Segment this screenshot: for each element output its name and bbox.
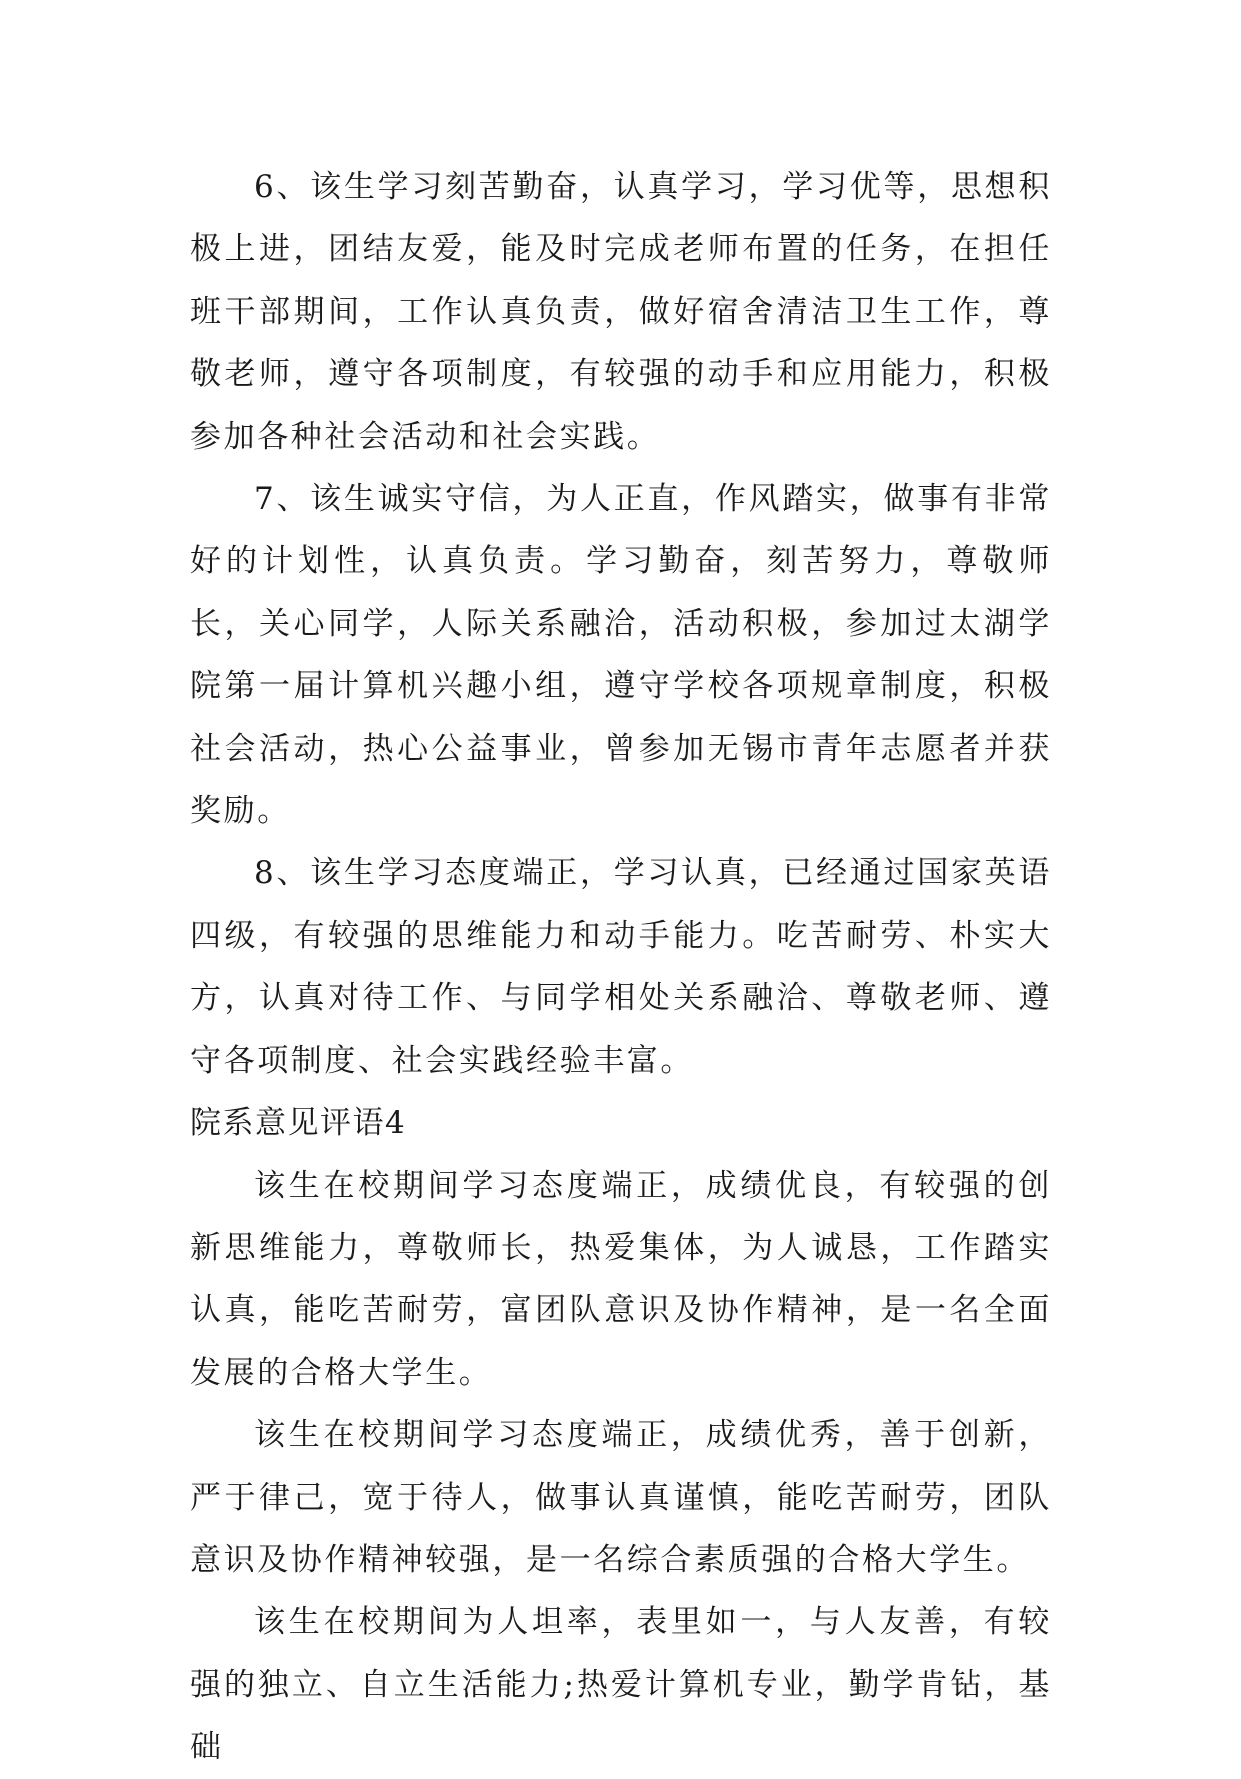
paragraph-6: 6、该生学习刻苦勤奋，认真学习，学习优等，思想积极上进，团结友爱，能及时完成老师布置的任务，在担任班干部期间，工作认真负责，做好宿舍清洁卫生工作，尊敬老师，遵守各项制度，有较强的动手和应用能力，积极参加各种社会活动和社会实践。 [190, 169, 1052, 455]
paragraph-8: 8、该生学习态度端正，学习认真，已经通过国家英语四级，有较强的思维能力和动手能力。吃苦耐劳、朴实大方，认真对待工作、与同学相处关系融洽、尊敬老师、遵守各项制度、社会实践经验丰富。 [190, 855, 1052, 1079]
comment-paragraph-1: 该生在校期间学习态度端正，成绩优良，有较强的创新思维能力，尊敬师长，热爱集体，为人诚恳，工作踏实认真，能吃苦耐劳，富团队意识及协作精神，是一名全面发展的合格大学生。 [190, 1167, 1052, 1391]
paragraph-7: 7、该生诚实守信，为人正直，作风踏实，做事有非常好的计划性，认真负责。学习勤奋，刻苦努力，尊敬师长，关心同学，人际关系融洽，活动积极，参加过太湖学院第一届计算机兴趣小组，遵守学校各项规章制度，积极社会活动，热心公益事业，曾参加无锡市青年志愿者并获奖励。 [190, 481, 1052, 830]
comment-paragraph-3: 该生在校期间为人坦率，表里如一，与人友善，有较强的独立、自立生活能力;热爱计算机专业，勤学肯钻，基础 [190, 1604, 1052, 1766]
comment-paragraph-2: 该生在校期间学习态度端正，成绩优秀，善于创新，严于律己，宽于待人，做事认真谨慎，能吃苦耐劳，团队意识及协作精神较强，是一名综合素质强的合格大学生。 [190, 1417, 1052, 1578]
section-heading: 院系意见评语4 [190, 1105, 407, 1142]
document-body [190, 156, 1052, 1779]
